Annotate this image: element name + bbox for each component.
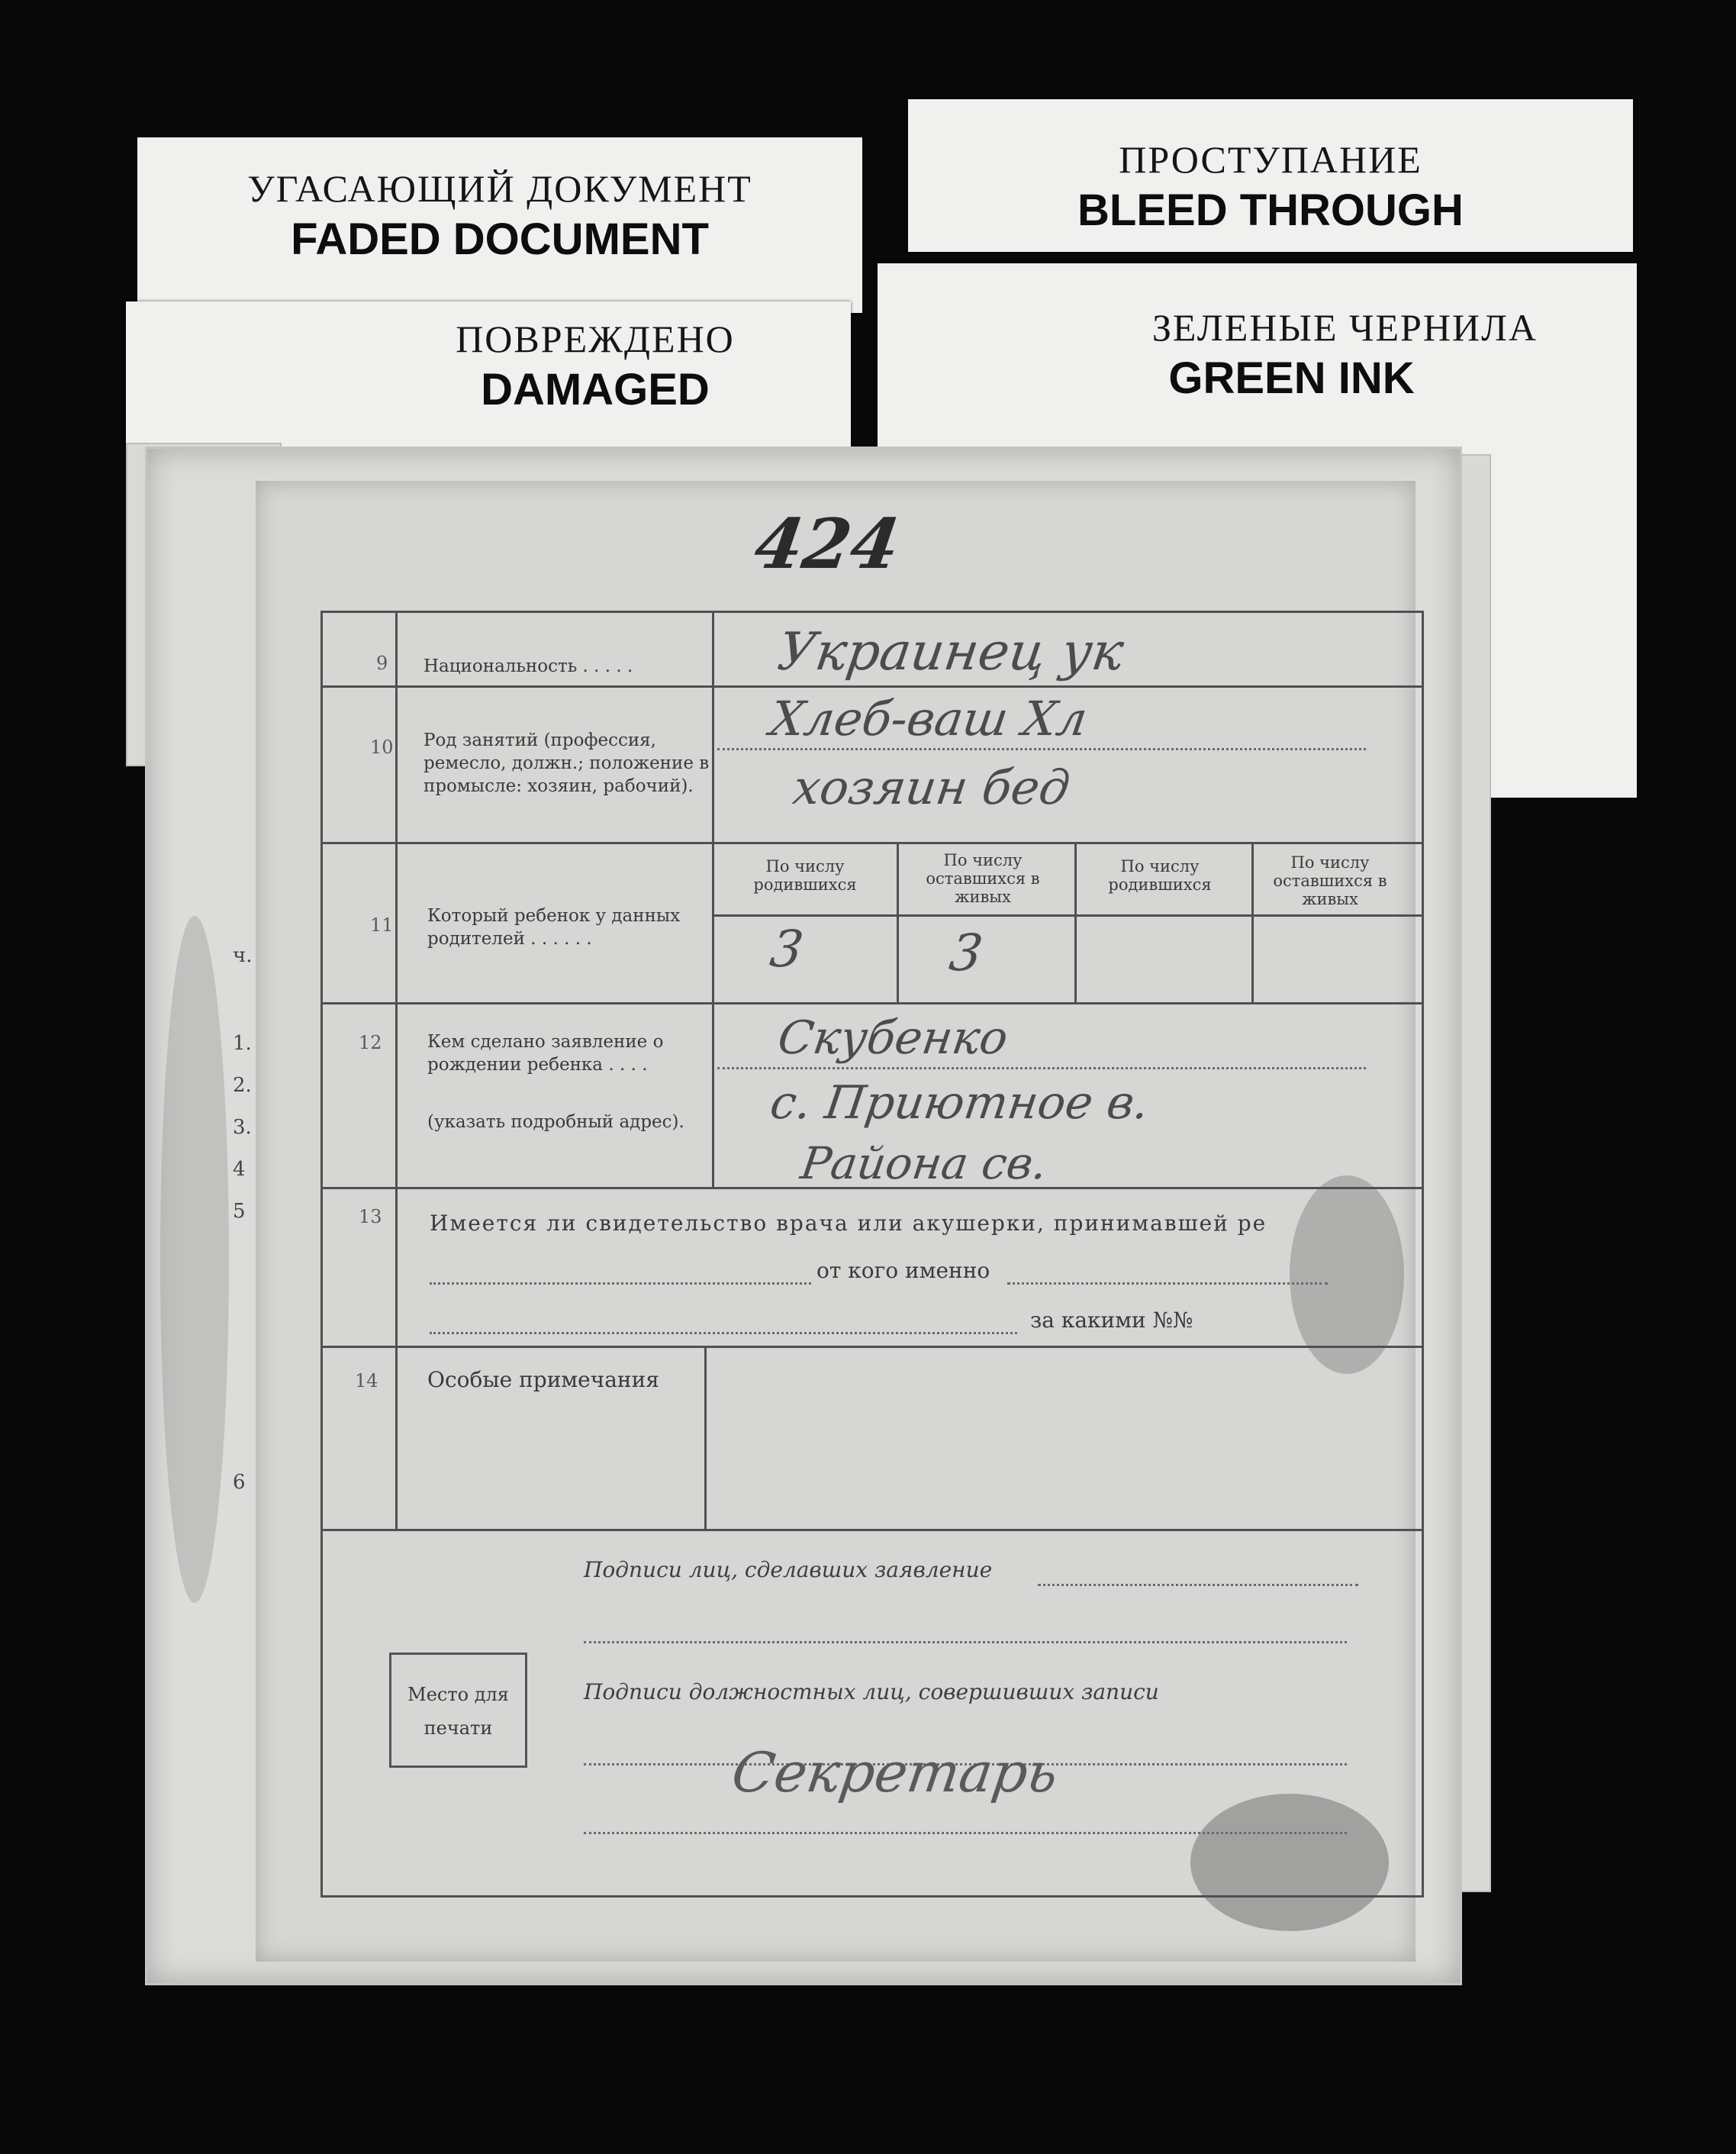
dotted-line	[584, 1641, 1347, 1643]
card-ru-text: ЗЕЛЕНЫЕ ЧЕРНИЛА	[1151, 306, 1538, 349]
row-number: 11	[370, 914, 394, 936]
grid-line	[323, 842, 1422, 844]
living-count-value: 3	[945, 924, 987, 982]
secretary-signature: Секретарь	[728, 1740, 1062, 1804]
born-count-value: 3	[766, 920, 807, 979]
card-en-text: BLEED THROUGH	[1077, 185, 1464, 235]
certificate-question: Имеется ли свидетельство врача или акушерки, принимавшей ре	[430, 1211, 1267, 1236]
card-en-text: DAMAGED	[481, 365, 710, 414]
child-order-label: Который ребенок у данных родителей . . . . . .	[427, 906, 681, 949]
grid-line	[712, 914, 1422, 917]
column-header: По числу родившихся	[753, 857, 857, 894]
margin-mark: 3.	[233, 1116, 252, 1139]
margin-mark: 2.	[233, 1074, 252, 1097]
column-header: По числу оставшихся в живых	[926, 851, 1040, 906]
address-label: (указать подробный адрес).	[427, 1112, 684, 1132]
row-number: 14	[355, 1370, 378, 1391]
grid-line	[323, 1002, 1422, 1004]
grid-line	[395, 613, 398, 1529]
bleed-through-card	[908, 99, 1633, 252]
row-number: 9	[376, 653, 388, 674]
row-number: 10	[370, 737, 394, 758]
certificate-number-label: за какими №№	[1030, 1308, 1193, 1333]
grid-line	[712, 613, 714, 1187]
dotted-line	[430, 1332, 1017, 1334]
column-header: По числу родившихся	[1108, 857, 1212, 894]
margin-mark: 6	[233, 1471, 246, 1494]
declarant-address: Района св.	[797, 1137, 1051, 1189]
declarant-value: Скубенко	[775, 1011, 1012, 1065]
card-en-text: GREEN INK	[1168, 353, 1415, 403]
margin-mark: 1.	[233, 1032, 252, 1055]
declarant-address: с. Приютное в.	[767, 1076, 1152, 1130]
stamp-label: Место для печати	[407, 1684, 509, 1739]
column-header: По числу оставшихся в живых	[1273, 853, 1387, 908]
dotted-line	[1038, 1584, 1358, 1586]
damage-stain	[160, 916, 229, 1603]
grid-line	[323, 685, 1422, 688]
row-number: 13	[359, 1206, 382, 1227]
dotted-line	[430, 1282, 811, 1285]
damaged-card	[126, 301, 851, 450]
dotted-line	[1007, 1282, 1328, 1285]
dotted-line	[717, 748, 1366, 750]
faded-document-card	[137, 137, 862, 313]
card-ru-text: УГАСАЮЩИЙ ДОКУМЕНТ	[247, 167, 752, 210]
row-number: 12	[359, 1032, 382, 1053]
grid-line	[323, 1346, 1422, 1348]
margin-mark: 5	[233, 1200, 246, 1223]
occupation-label: Род занятий (профессия, ремесло, должн.; положение в промысле: хозяин, рабочий).	[424, 730, 710, 796]
stamp-placeholder-box	[389, 1653, 527, 1768]
grid-line	[323, 1529, 1422, 1531]
page-number: 424	[749, 504, 905, 585]
margin-mark: ч.	[233, 944, 253, 967]
nationality-label: Национальность . . . . .	[424, 656, 633, 676]
occupation-value: хозяин бед	[789, 759, 1074, 815]
certificate-from-label: от кого именно	[816, 1258, 990, 1283]
occupation-value: Хлеб-ваш Хл	[766, 691, 1091, 746]
margin-mark: 4	[233, 1158, 246, 1181]
declarant-label: Кем сделано заявление о рождении ребенка . . . .	[427, 1032, 664, 1075]
card-en-text: FADED DOCUMENT	[291, 214, 709, 264]
officials-signature-label: Подписи должностных лиц, совершивших записи	[584, 1679, 1159, 1704]
card-ru-text: ПОВРЕЖДЕНО	[456, 318, 735, 360]
card-ru-text: ПРОСТУПАНИЕ	[1119, 138, 1422, 181]
applicants-signature-label: Подписи лиц, сделавших заявление	[584, 1557, 993, 1582]
special-notes-label: Особые примечания	[427, 1367, 659, 1392]
grid-line	[704, 1346, 707, 1529]
dotted-line	[584, 1832, 1347, 1834]
left-margin-marks	[233, 935, 263, 1504]
dotted-line	[717, 1067, 1366, 1069]
nationality-value: Украинец ук	[774, 622, 1128, 682]
